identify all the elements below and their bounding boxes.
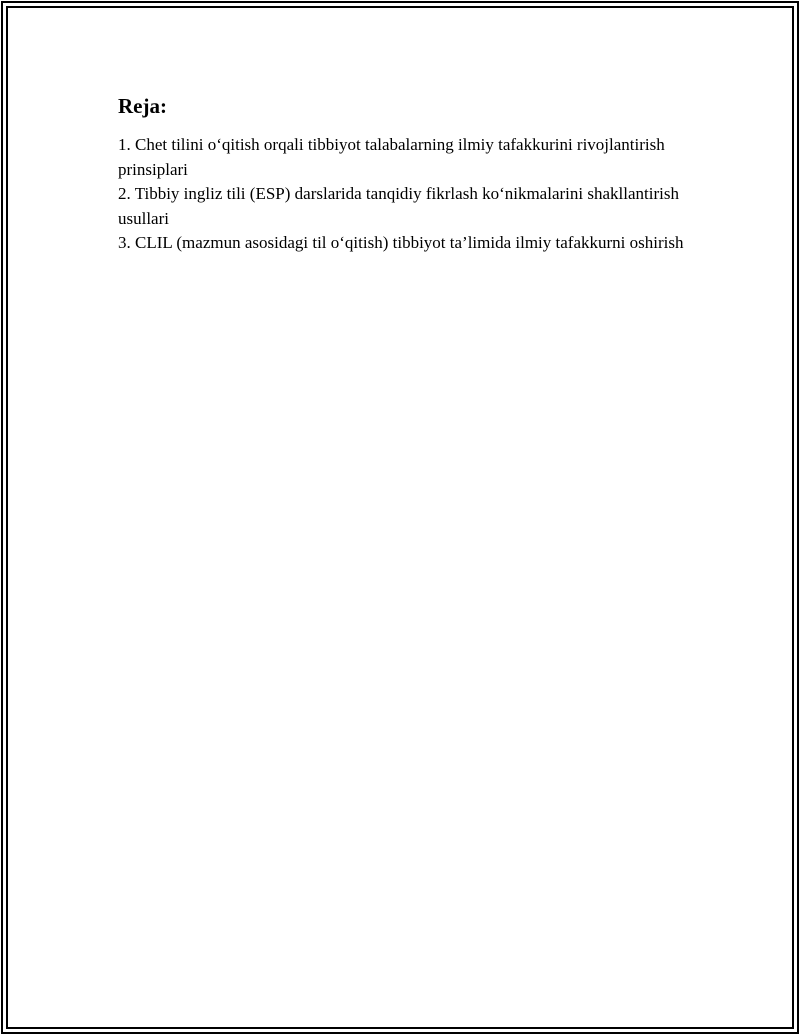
plan-list (118, 133, 698, 256)
plan-item-2: 2. Tibbiy ingliz tili (ESP) darslarida tanqidiy fikrlash ko‘nikmalarini shakllantirish usullari (118, 184, 679, 228)
plan-item-3: 3. CLIL (mazmun asosidagi til o‘qitish) tibbiyot ta’limida ilmiy tafakkurni oshirish (118, 233, 684, 252)
plan-item-1: 1. Chet tilini o‘qitish orqali tibbiyot talabalarning ilmiy tafakkurini rivojlantirish prinsiplari (118, 135, 665, 179)
plan-heading: Reja: (118, 94, 167, 118)
document-content (118, 92, 698, 256)
